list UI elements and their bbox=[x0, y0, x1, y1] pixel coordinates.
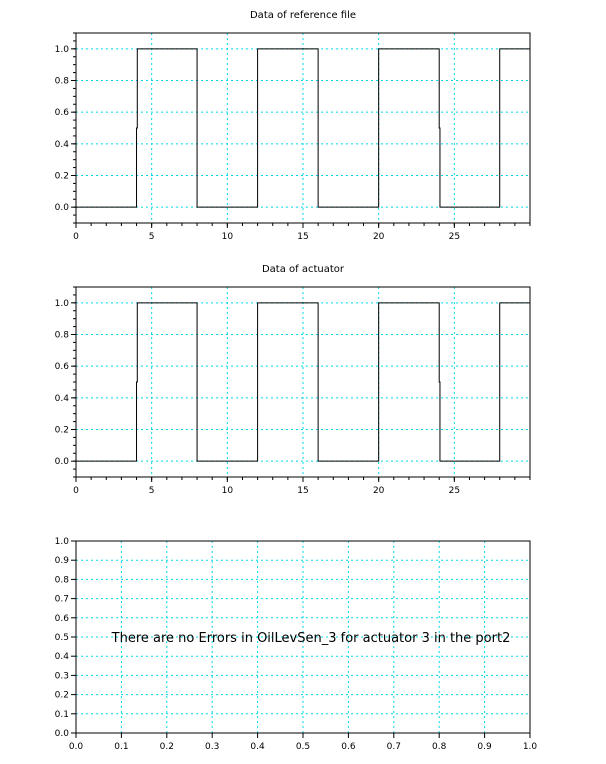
y-tick-label: 0.0 bbox=[54, 729, 69, 739]
y-tick-label: 0.0 bbox=[54, 457, 69, 468]
y-tick-label: 0.8 bbox=[54, 76, 69, 87]
x-tick-label: 0.5 bbox=[295, 742, 311, 752]
y-tick-label: 0.8 bbox=[54, 575, 69, 586]
x-tick-label: 0.3 bbox=[205, 742, 220, 752]
annotation-text: There are no Errors in OilLevSen_3 for actuator 3 in the port2 bbox=[111, 631, 511, 646]
y-tick-label: 1.0 bbox=[54, 537, 69, 547]
chart-1 bbox=[55, 10, 530, 242]
chart-title: Data of actuator bbox=[261, 264, 345, 275]
y-tick-label: 0.5 bbox=[54, 633, 69, 643]
y-tick-label: 0.4 bbox=[54, 652, 69, 663]
x-tick-label: 0.0 bbox=[68, 742, 84, 752]
x-tick-label: 25 bbox=[448, 232, 461, 242]
x-tick-label: 10 bbox=[221, 486, 234, 496]
y-tick-label: 0.2 bbox=[54, 171, 69, 182]
x-tick-label: 15 bbox=[297, 232, 309, 242]
x-tick-label: 15 bbox=[297, 486, 309, 496]
x-tick-label: 0 bbox=[73, 486, 79, 496]
x-tick-label: 0.6 bbox=[341, 742, 356, 752]
y-tick-label: 0.6 bbox=[54, 613, 69, 624]
y-tick-label: 1.0 bbox=[54, 298, 69, 309]
x-tick-label: 0.2 bbox=[159, 742, 174, 752]
chart-title: Data of reference file bbox=[249, 10, 357, 21]
y-tick-label: 0.2 bbox=[54, 690, 69, 701]
y-tick-label: 0.8 bbox=[54, 330, 69, 341]
x-tick-label: 0.1 bbox=[114, 742, 129, 752]
x-tick-label: 0 bbox=[73, 232, 79, 242]
x-tick-label: 20 bbox=[372, 486, 385, 496]
x-tick-label: 5 bbox=[148, 486, 155, 496]
y-tick-label: 0.9 bbox=[54, 556, 69, 567]
y-tick-label: 1.0 bbox=[54, 44, 69, 55]
x-tick-label: 0.9 bbox=[477, 742, 492, 752]
y-tick-label: 0.0 bbox=[54, 203, 69, 214]
x-tick-label: 0.8 bbox=[432, 742, 447, 752]
x-tick-label: 25 bbox=[448, 486, 461, 496]
y-tick-label: 0.6 bbox=[54, 362, 69, 373]
chart-2 bbox=[55, 264, 530, 496]
y-tick-label: 0.2 bbox=[54, 425, 69, 436]
x-tick-label: 10 bbox=[221, 232, 234, 242]
x-tick-label: 0.4 bbox=[250, 742, 265, 752]
y-tick-label: 0.7 bbox=[54, 594, 69, 605]
x-tick-label: 1.0 bbox=[522, 742, 538, 752]
y-tick-label: 0.3 bbox=[54, 671, 69, 682]
chart-3 bbox=[55, 537, 538, 752]
y-tick-label: 0.1 bbox=[54, 709, 69, 720]
x-tick-label: 20 bbox=[372, 232, 385, 242]
x-tick-label: 5 bbox=[148, 232, 155, 242]
y-tick-label: 0.4 bbox=[54, 393, 69, 404]
x-tick-label: 0.7 bbox=[386, 742, 401, 752]
y-tick-label: 0.6 bbox=[54, 108, 69, 119]
y-tick-label: 0.4 bbox=[54, 139, 69, 150]
